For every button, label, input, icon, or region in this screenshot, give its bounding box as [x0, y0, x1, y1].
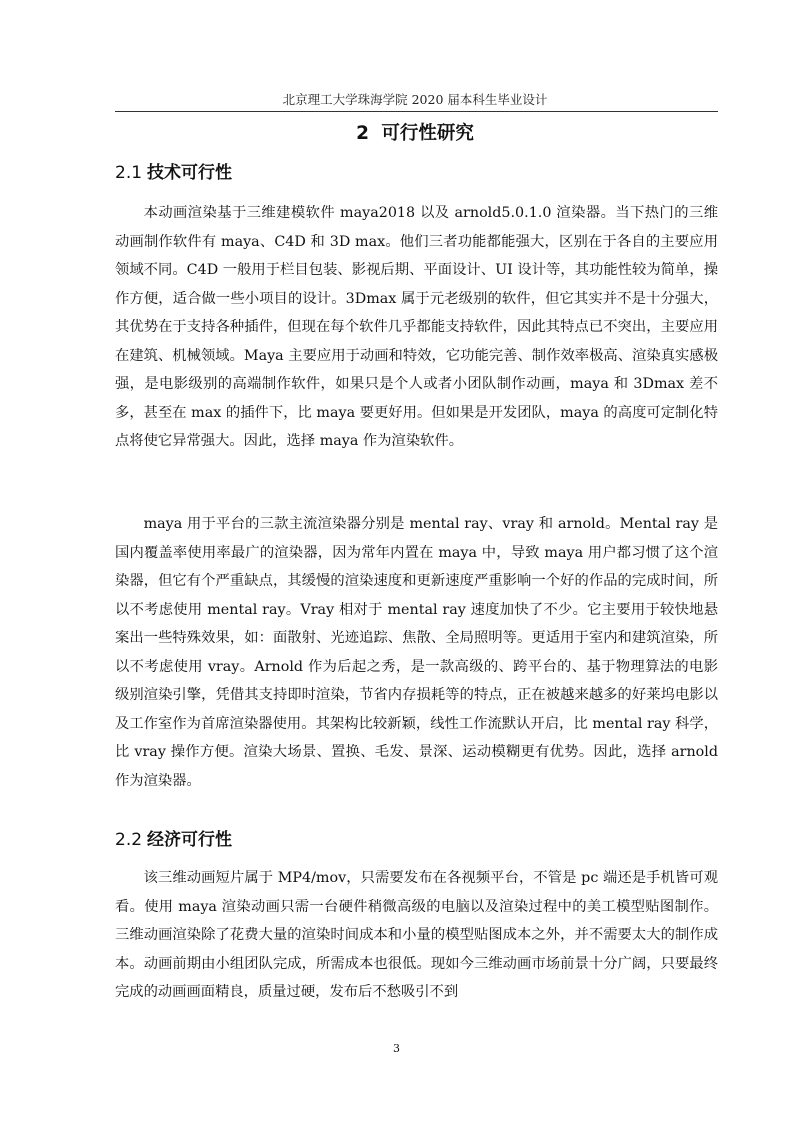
- section-number: 2.1: [115, 163, 143, 183]
- chapter-title: [115, 121, 715, 147]
- section-heading-2-2: [115, 827, 232, 853]
- section-number: 2.2: [115, 830, 143, 850]
- paragraph-technical-2: maya 用于平台的三款主流渲染器分别是 mental ray、vray 和 arnold。Mental ray 是国内覆盖率使用率最广的渲染器，因为常年内置在 maya 中，导致 maya 用户都习惯了这个渲染器，但它有个严重缺点，其缓慢的渲染速度和更新速度严重影响一个好的作品的完成时间，所以不考虑使用 mental ray。Vray 相对于 mental ray 速度加快了不少。它主要用于较快地悬案出一些特殊效果，如：面散射、光迹追踪、焦散、全局照明等。更适用于室内和建筑渲染，所以不考虑使用 vray。Arnold 作为后起之秀，是一款高级的、跨平台的、基于物理算法的电影级别渲染引擎，凭借其支持即时渲染，节省内存损耗等的特点，正在被越来越多的好莱坞电影以及工作室作为首席渲染器使用。其架构比较新颖，线性工作流默认开启，比 mental ray 科学，比 vray 操作方便。渲染大场景、置换、毛发、景深、运动模糊更有优势。因此，选择 arnold 作为渲染器。: [115, 516, 718, 789]
- section-title-text: 经济可行性: [147, 830, 233, 850]
- running-header: 北京理工大学珠海学院 2020 届本科生毕业设计: [282, 92, 548, 107]
- paragraph-technical-1: 本动画渲染基于三维建模软件 maya2018 以及 arnold5.0.1.0 渲染器。当下热门的三维动画制作软件有 maya、C4D 和 3D max。他们三者功能都能强大，区别在于各自的主要应用领域不同。C4D 一般用于栏目包装、影视后期、平面设计、UI 设计等，其功能性较为简单，操作方便，适合做一些小项目的设计。3Dmax 属于元老级别的软件，但它其实并不是十分强大，其优势在于支持各种插件，但现在每个软件几乎都能支持软件，因此其特点已不突出，主要应用在建筑、机械领域。Maya 主要应用于动画和特效，它功能完善、制作效率极高、渲染真实感极强，是电影级别的高端制作软件，如果只是个人或者小团队制作动画，maya 和 3Dmax 差不多，甚至在 max 的插件下，比 maya 要更好用。但如果是开发团队，maya 的高度可定制化特点将使它异常强大。因此，选择 maya 作为渲染软件。: [115, 205, 718, 449]
- chapter-number: 2: [356, 123, 369, 144]
- section-title-text: 技术可行性: [147, 163, 233, 183]
- chapter-title-text: 可行性研究: [381, 123, 474, 144]
- header-rule: [115, 111, 718, 112]
- paragraph-economic-1: 该三维动画短片属于 MP4/mov，只需要发布在各视频平台，不管是 pc 端还是手机皆可观看。使用 maya 渲染动画只需一台硬件稍微高级的电脑以及渲染过程中的美工模型贴图制作。三维动画渲染除了花费大量的渲染时间成本和小量的模型贴图成本之外，并不需要太大的制作成本。动画前期由小组团队完成，所需成本也很低。现如今三维动画市场前景十分广阔，只要最终完成的动画画面精良，质量过硬，发布后不愁吸引不到: [115, 870, 718, 1000]
- page-number: 3: [393, 1042, 400, 1055]
- section-heading-2-1: [115, 160, 232, 186]
